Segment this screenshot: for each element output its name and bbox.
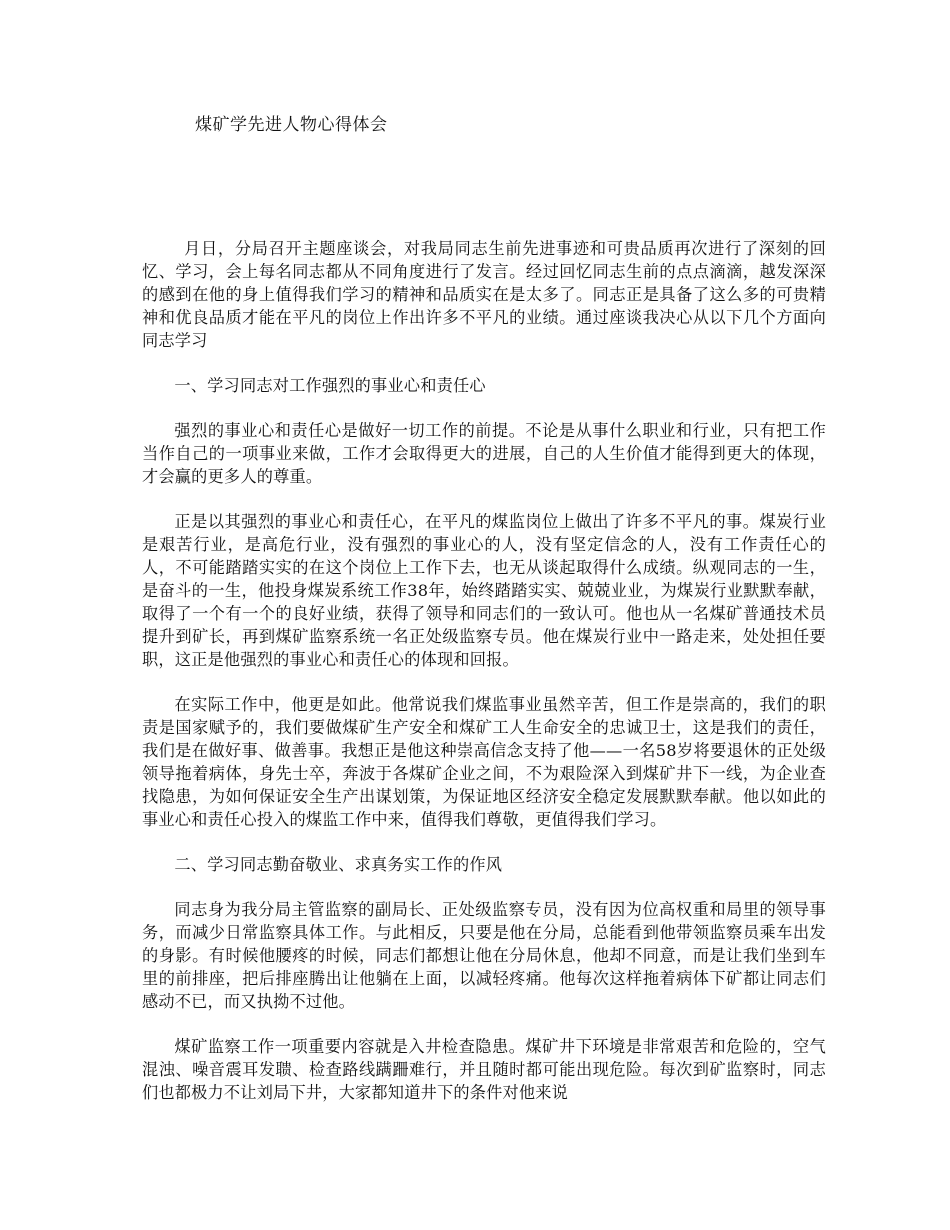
paragraph-1: 强烈的事业心和责任心是做好一切工作的前提。不论是从事什么职业和行业，只有把工作当作自己的一项事业来做，工作才会取得更大的进展，自己的人生价值才能得到更大的体现，才会赢的更多人的尊重。 bbox=[142, 421, 826, 486]
paragraph-4: 同志身为我分局主管监察的副局长、正处级监察专员，没有因为位高权重和局里的领导事务，而减少日常监察具体工作。与此相反，只要是他在分局，总能看到他带领监察员乘车出发的身影。有时候他腰疼的时候，同志们都想让他在分局休息，他却不同意，而是让我们坐到车里的前排座，把后排座腾出让他躺在上面，以减轻疼痛。他每次这样拖着病体下矿都让同志们感动不已，而又执拗不过他。 bbox=[142, 900, 826, 1011]
document-body bbox=[142, 237, 826, 1126]
paragraph-2: 正是以其强烈的事业心和责任心，在平凡的煤监岗位上做出了许多不平凡的事。煤炭行业是艰苦行业，是高危行业，没有强烈的事业心的人，没有坚定信念的人，没有工作责任心的人，不可能踏踏实实的在这个岗位上工作下去，也无从谈起取得什么成绩。纵观同志的一生，是奋斗的一生，他投身煤炭系统工作38年，始终踏踏实实、兢兢业业，为煤炭行业默默奉献，取得了一个有一个的良好业绩，获得了领导和同志们的一致认可。他也从一名煤矿普通技术员提升到矿长，再到煤矿监察系统一名正处级监察专员。他在煤炭行业中一路走来，处处担任要职，这正是他强烈的事业心和责任心的体现和回报。 bbox=[142, 512, 826, 669]
section-heading-2: 二、学习同志勤奋敬业、求真务实工作的作风 bbox=[174, 855, 503, 874]
paragraph-3: 在实际工作中，他更是如此。他常说我们煤监事业虽然辛苦，但工作是崇高的，我们的职责是国家赋予的，我们要做煤矿生产安全和煤矿工人生命安全的忠诚卫士，这是我们的责任，我们是在做好事、做善事。我想正是他这种崇高信念支持了他——一名58岁将要退休的正处级领导拖着病体，身先士卒，奔波于各煤矿企业之间，不为艰险深入到煤矿井下一线，为企业查找隐患，为如何保证安全生产出谋划策，为保证地区经济安全稳定发展默默奉献。他以如此的事业心和责任心投入的煤监工作中来，值得我们尊敬，更值得我们学习。 bbox=[142, 695, 826, 829]
section-heading-1: 一、学习同志对工作强烈的事业心和责任心 bbox=[174, 376, 486, 395]
paragraph-intro: 月日，分局召开主题座谈会，对我局同志生前先进事迹和可贵品质再次进行了深刻的回忆、学习，会上每名同志都从不同角度进行了发言。经过回忆同志生前的点点滴滴，越发深深的感到在他的身上值得我们学习的精神和品质实在是太多了。同志正是具备了这么多的可贵精神和优良品质才能在平凡的岗位上作出许多不平凡的业绩。通过座谈我决心从以下几个方面向同志学习 bbox=[142, 239, 826, 350]
paragraph-5: 煤矿监察工作一项重要内容就是入井检查隐患。煤矿井下环境是非常艰苦和危险的，空气混浊、噪音震耳发聩、检查路线蹒跚难行，并且随时都可能出现危险。每次到矿监察时，同志们也都极力不让刘局下井，大家都知道井下的条件对他来说 bbox=[142, 1037, 826, 1102]
document-title: 煤矿学先进人物心得体会 bbox=[195, 115, 388, 135]
